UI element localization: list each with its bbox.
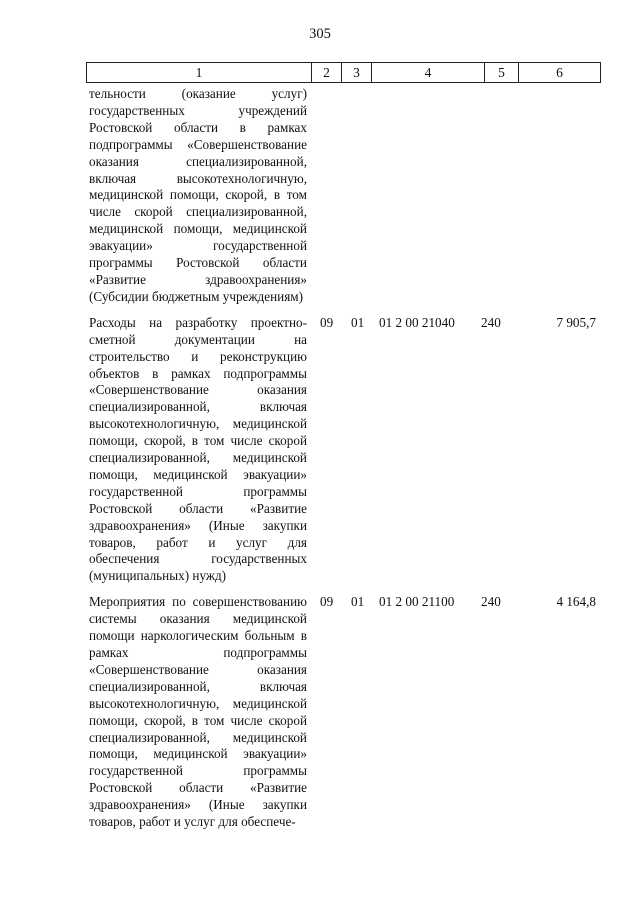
- row-description: тельности (оказание услуг) государственных учреждений Ростовской области в рамках подпрограммы «Совершенствование оказания специализированной, включая высокотехнологичную, медицинской помощи, скорой, в том числе скорой специализированной, медицинской помощи, медицинской эвакуации» государственной программы Ростовской области «Развитие здравоохранения» (Субсидии бюджетным учреждениям): [89, 86, 307, 304]
- column-header-6: 6: [519, 63, 601, 83]
- table-row: [0, 86, 640, 306]
- row-description: Мероприятия по совершенствованию системы оказания медицинской помощи наркологическим больным в рамках подпрограммы «Совершенствование оказания специализированной, включая высокотехнологичную, медицинской помощи, скорой, в том числе скорой специализированной, медицинской помощи, медицинской эвакуации» государственной программы Ростовской области «Развитие здравоохранения» (Иные закупки товаров, работ и услуг для обеспече-: [89, 594, 307, 830]
- page-number: 305: [309, 26, 331, 42]
- table-header: [86, 62, 601, 83]
- expense-type-code: 240: [481, 314, 501, 330]
- column-header-1: 1: [87, 63, 312, 83]
- table-body: [0, 86, 640, 831]
- table-row: [0, 594, 640, 831]
- column-header-5: 5: [485, 63, 519, 83]
- expense-type-code: 240: [481, 594, 501, 610]
- subsection-code: 01: [351, 314, 365, 330]
- subsection-code: 01: [351, 594, 365, 610]
- table-row: [0, 315, 640, 586]
- section-code: 09: [320, 594, 334, 610]
- column-header-3: 3: [342, 63, 372, 83]
- target-article-code: 01 2 00 21100: [379, 594, 455, 610]
- target-article-code: 01 2 00 21040: [379, 314, 455, 330]
- amount: 4 164,8: [556, 594, 596, 610]
- column-header-2: 2: [312, 63, 342, 83]
- amount: 7 905,7: [556, 314, 596, 330]
- column-header-4: 4: [372, 63, 485, 83]
- section-code: 09: [320, 314, 334, 330]
- row-description: Расходы на разработку проектно-сметной документации на строительство и реконструкцию объектов в рамках подпрограммы «Совершенствование оказания специализированной, включая высокотехнологичную, медицинской помощи, скорой, в том числе скорой специализированной, медицинской помощи, медицинской эвакуации» государственной программы Ростовской области «Развитие здравоохранения» (Иные закупки товаров, работ и услуг для обеспечения государственных (муниципальных) нужд): [89, 314, 307, 584]
